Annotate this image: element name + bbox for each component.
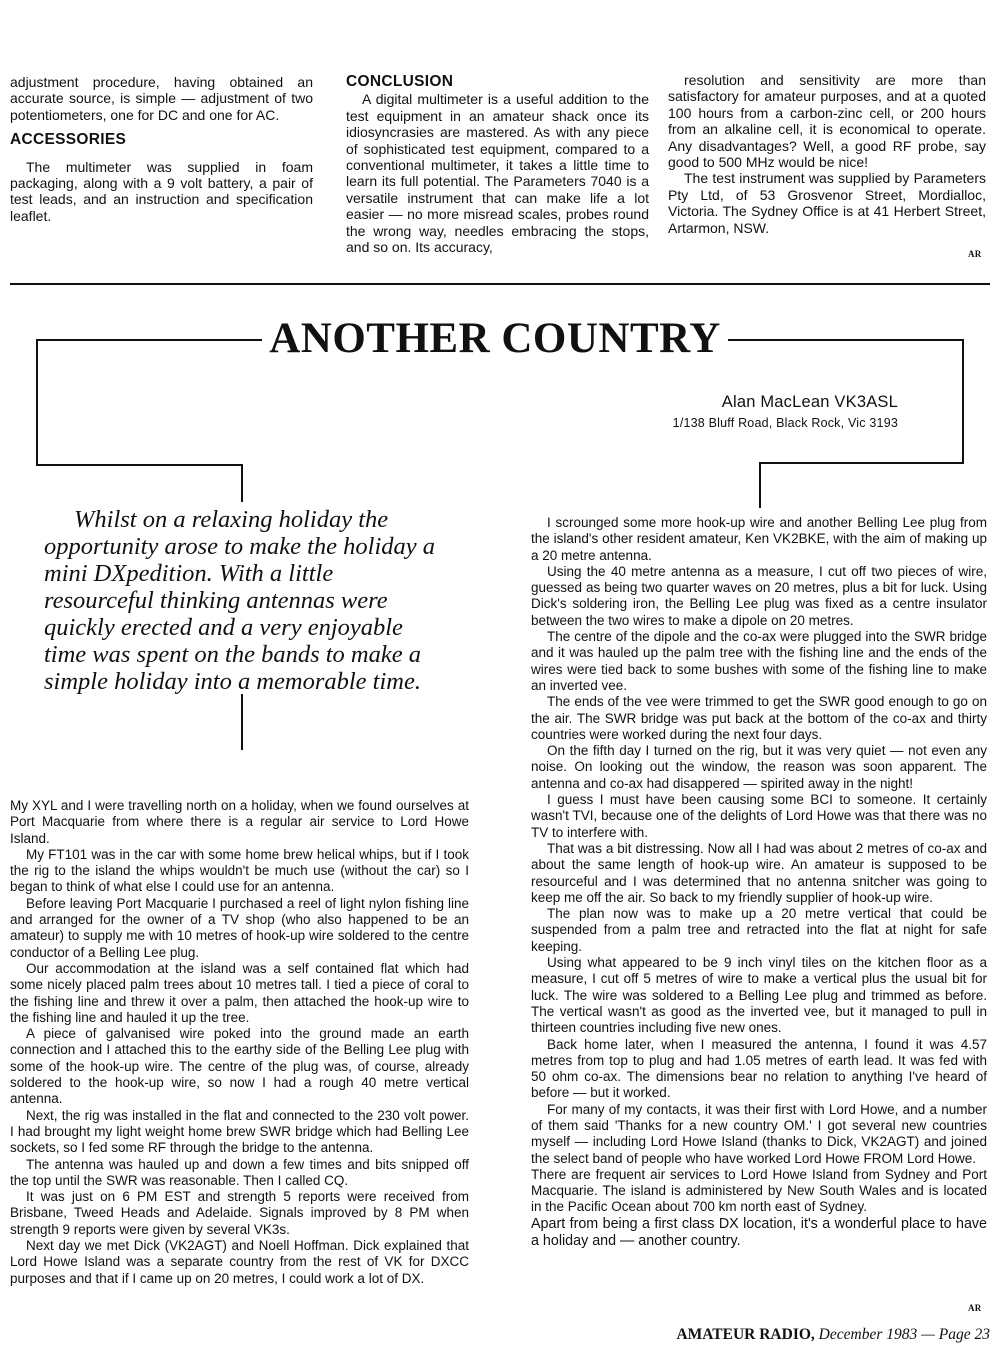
article-paragraph: I scrounged some more hook-up wire and another Belling Lee plug from the island's other resident amateur, Ken VK2BKE, with the aim of making up a 20 metre antenna. bbox=[531, 515, 987, 563]
end-mark-article: AR bbox=[968, 1303, 982, 1313]
article-paragraph: It was just on 6 PM EST and strength 5 reports were received from Brisbane, Tweed Heads and Adelaide. Signals improved by 8 PM when strength 9 reports were given by several VK3s. bbox=[10, 1189, 469, 1237]
article-left-column bbox=[10, 798, 469, 1287]
frame-bottom-left bbox=[36, 464, 242, 466]
article-paragraph: Our accommodation at the island was a self contained flat which had some nicely placed palm trees about 10 metres tall. I tied a piece of coral to the fishing line and threw it over a palm, then attached the hook-up wire to the fishing line and hauled it up the tree. bbox=[10, 960, 469, 1025]
supplier-paragraph: The test instrument was supplied by Parameters Pty Ltd, of 53 Grosvenor Street, Mordialloc, Victoria. The Sydney Office is at 41 Herbert Street, Artarmon, NSW. bbox=[668, 170, 986, 236]
frame-bottom-right bbox=[760, 462, 964, 464]
article-paragraph: On the fifth day I turned on the rig, but it was very quiet — not even any noise. On looking out the window, the reason was soon apparent. The antenna and co-ax had disappered — spirited away in the night! bbox=[531, 743, 987, 791]
article-paragraph: Next day we met Dick (VK2AGT) and Noell Hoffman. Dick explained that Lord Howe Island was a separate country from the rest of VK for DXCC purposes and that if I came up on 20 metres, I could work a lot of DX. bbox=[10, 1238, 469, 1286]
accessories-paragraph: The multimeter was supplied in foam packaging, along with a 9 volt battery, a pair of test leads, and an instruction and specification leaflet. bbox=[10, 158, 313, 224]
frame-top-left bbox=[36, 339, 262, 341]
article-paragraph: Next, the rig was installed in the flat and connected to the 230 volt power. I had brought my light weight home brew SWR bridge which had Belling Lee sockets, so I fed some RF through the bridge to the antenna. bbox=[10, 1107, 469, 1156]
article-paragraph: I guess I must have been causing some BCI to someone. It certainly wasn't TVI, because one of the delights of Lord Howe was that there was no TV to interfere with. bbox=[531, 792, 987, 840]
top-column-2 bbox=[346, 74, 649, 255]
author-address: 1/138 Bluff Road, Black Rock, Vic 3193 bbox=[672, 416, 898, 430]
page-footer bbox=[676, 1326, 990, 1344]
article-paragraph: Back home later, when I measured the antenna, I found it was 4.57 metres from top to plug and had 1.05 metres of earth lead. It was fed with 50 ohm co-ax. The dimensions bear no relation to anything I've heard of before — but it worked. bbox=[531, 1036, 987, 1101]
article-paragraph: Before leaving Port Macquarie I purchased a reel of light nylon fishing line and arranged for the owner of a TV shop (who also happened to be an amateur) to supply me with 10 metres of hook-up wire soldered to the centre conductor of a Belling Lee plug. bbox=[10, 895, 469, 960]
article-title: ANOTHER COUNTRY bbox=[269, 315, 721, 362]
article-paragraph: That was a bit distressing. Now all I had was about 2 metres of co-ax and about the same length of hook-up wire. An amateur is supposed to be resourceful and I was determined that no antenna snitcher was going to keep me off the air. So back to my friendly supplier of hook-up wire. bbox=[531, 840, 987, 905]
end-mark-top: AR bbox=[968, 249, 982, 259]
col1-continuation: adjustment procedure, having obtained an accurate source, is simple — adjustment of two potentiometers, one for DC and one for AC. bbox=[10, 74, 313, 123]
conclusion-paragraph: A digital multimeter is a useful addition to the test equipment in an amateur shack once its idiosyncrasies are mastered. As with any piece of sophisticated test equipment, compared to a conventional multimeter, it takes a little time to learn its full potential. The Parameters 7040 is a versatile instrument that can make life a lot easier — no more misread scales, probes round the wrong way, needles embracing the stops, and so on. Its accuracy, bbox=[346, 91, 649, 256]
author-name: Alan MacLean VK3ASL bbox=[721, 393, 898, 411]
top-column-3 bbox=[668, 72, 986, 236]
article-paragraph: Using the 40 metre antenna as a measure, I cut off two pieces of wire, guessed as being two quarter waves on 20 metres, plus a bit for luck. Using Dick's soldering iron, the Belling Lee plug was fixed as a centre insulator between the two wires to make a dipole on 20 metres. bbox=[531, 563, 987, 628]
frame-right-vertical bbox=[962, 339, 964, 463]
article-paragraph: Apart from being a first class DX location, it's a wonderful place to have a holiday and — another country. bbox=[531, 1215, 987, 1249]
conclusion-heading: CONCLUSION bbox=[346, 73, 454, 90]
frame-left-vertical bbox=[36, 339, 38, 465]
section-divider bbox=[10, 283, 990, 285]
lede-rule bbox=[241, 694, 243, 750]
top-column-1 bbox=[10, 74, 313, 224]
frame-right-drop bbox=[759, 462, 761, 508]
frame-left-drop bbox=[241, 464, 243, 502]
article-paragraph: The ends of the vee were trimmed to get the SWR good enough to go on the air. The SWR bridge was put back at the bottom of the co-ax and thirty countries were worked during the next four days. bbox=[531, 694, 987, 742]
article-paragraph: The plan now was to make up a 20 metre vertical that could be suspended from a palm tree and retracted into the flat at night for safe keeping. bbox=[531, 906, 987, 954]
article-paragraph: My XYL and I were travelling north on a holiday, when we found ourselves at Port Macquarie from where there is a regular air service to Lord Howe Island. bbox=[10, 798, 469, 846]
article-right-column bbox=[531, 515, 987, 1250]
article-paragraph: There are frequent air services to Lord Howe Island from Sydney and Port Macquarie. The island is administered by New South Wales and is located in the Pacific Ocean about 700 km north east of Sydney. bbox=[531, 1166, 987, 1215]
footer-issue: December 1983 — Page 23 bbox=[818, 1326, 990, 1343]
article-paragraph: The centre of the dipole and the co-ax were plugged into the SWR bridge and it was hauled up the palm tree with the fishing line and the ends of the wires were tied back to some bushes with some of the fishing line to make an inverted vee. bbox=[531, 629, 987, 693]
article-paragraph: The antenna was hauled up and down a few times and bits snipped off the top until the SWR was reasonable. Then I called CQ. bbox=[10, 1156, 469, 1188]
article-paragraph: For many of my contacts, it was their first with Lord Howe, and a number of them said 'Thanks for a new country OM.' I got several new countries myself — including Lord Howe Island (thanks to Dick, VK2AGT) and joined the select band of people who have worked Lord Howe FROM Lord Howe. bbox=[531, 1101, 987, 1166]
article-paragraph: My FT101 was in the car with some home brew helical whips, but if I took the rig to the island the whips wouldn't be much use (without the car) so I began to think of what else I could use for an antenna. bbox=[10, 846, 469, 895]
article-lede: Whilst on a relaxing holiday the opportunity arose to make the holiday a mini DXpedition. With a little resourceful thinking antennas were quickly erected and a very enjoyable time was spent on the bands to make a simple holiday into a memorable time. bbox=[44, 506, 436, 695]
article-paragraph: A piece of galvanised wire poked into the ground made an earth connection and I attached this to the earthy side of the Belling Lee plug with some of the hook-up wire. The centre of the plug was, of course, already soldered to the hook-up wire, so now I had a rough 40 metre vertical antenna. bbox=[10, 1026, 469, 1107]
col3-continuation: resolution and sensitivity are more than satisfactory for amateur purposes, and at a quoted 100 hours from a carbon-zinc cell, or 200 hours from an alkaline cell, it is economical to operate. Any disadvantages? Well, a good RF probe, say good to 500 MHz would be nice! bbox=[668, 72, 986, 171]
footer-magazine: AMATEUR RADIO, bbox=[676, 1326, 815, 1343]
accessories-heading: ACCESSORIES bbox=[10, 131, 127, 149]
frame-top-right bbox=[728, 339, 964, 341]
article-paragraph: Using what appeared to be 9 inch vinyl tiles on the kitchen floor as a measure, I cut off 5 metres of wire to make a vertical plus the usual bit for luck. The wire was soldered to a Belling Lee plug and trimmed as before. The vertical wasn't as good as the inverted vee, but it managed to pull in thirteen countries including five new ones. bbox=[531, 955, 987, 1036]
